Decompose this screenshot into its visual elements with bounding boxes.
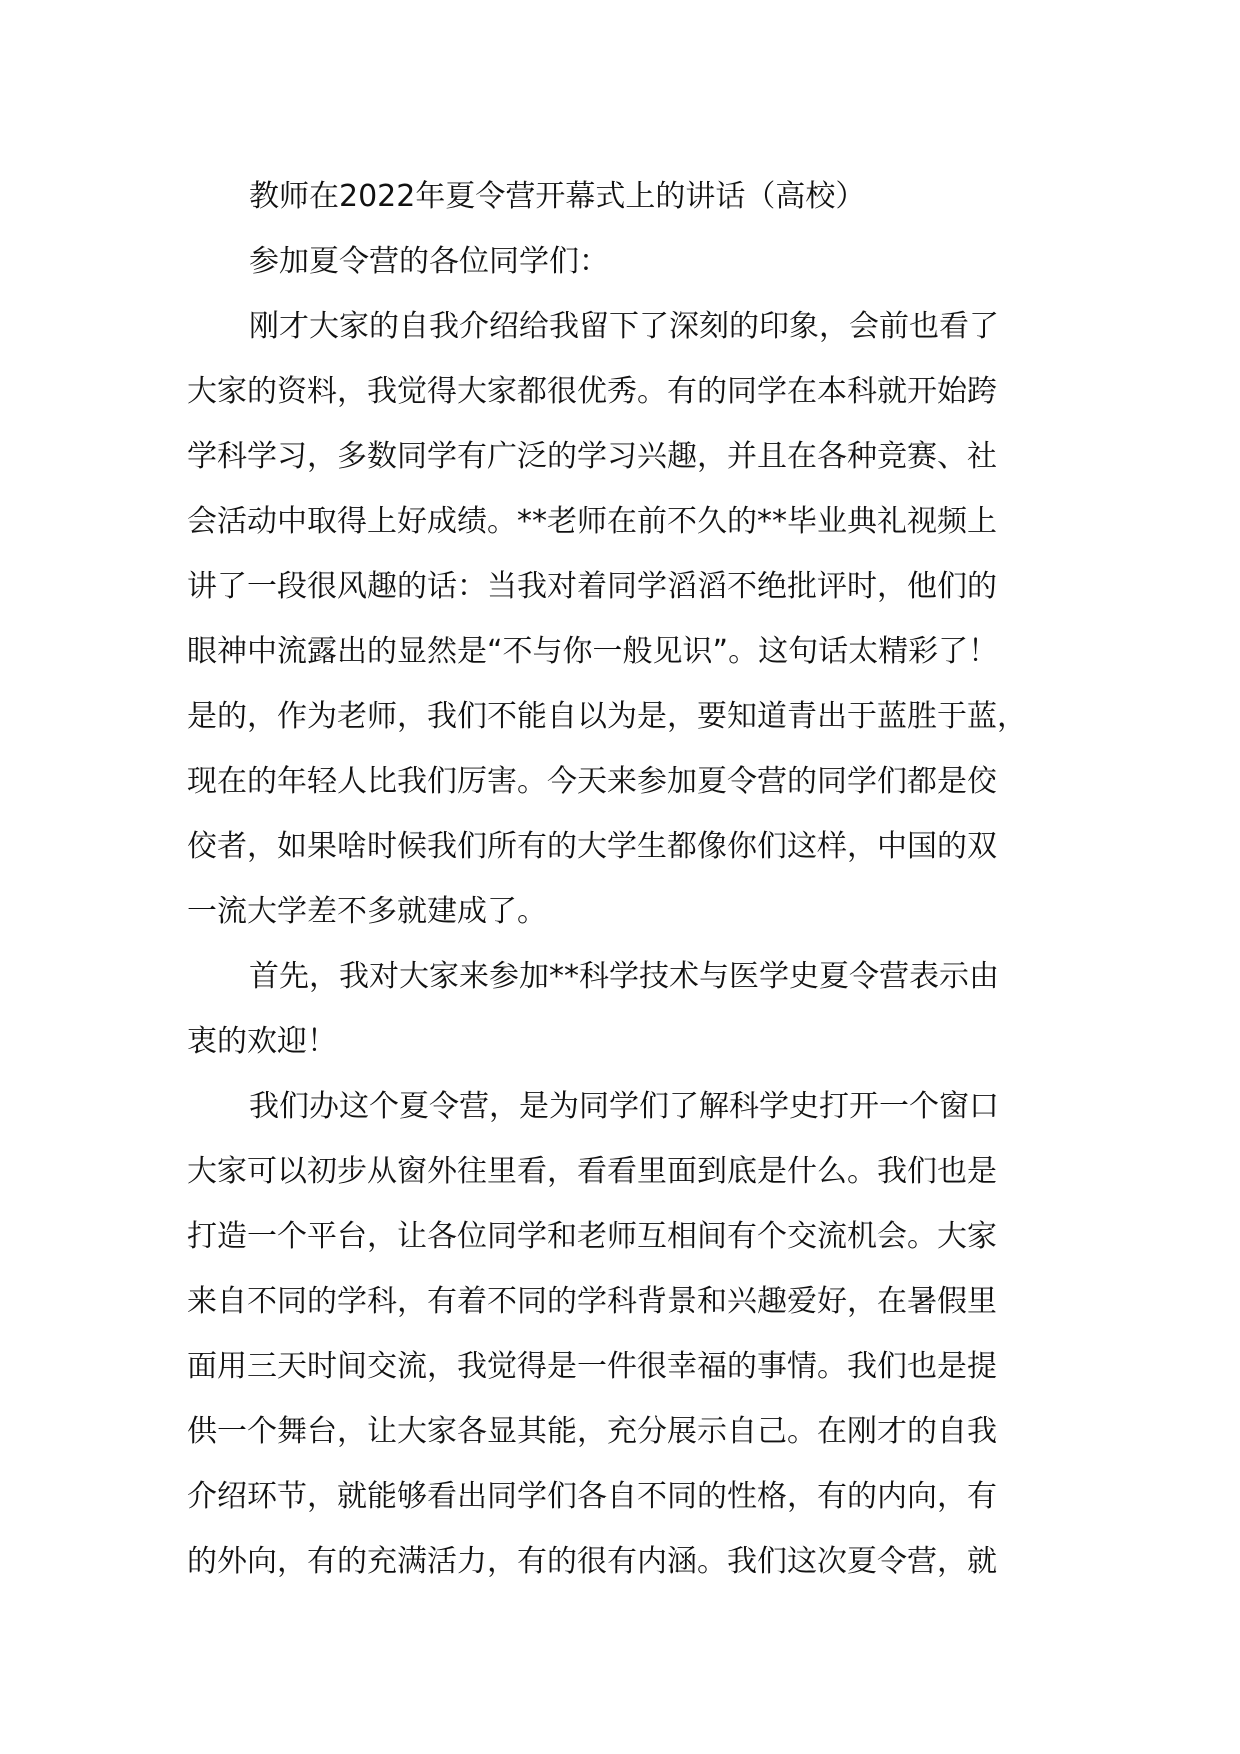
- paragraph-line: 一流大学差不多就建成了。: [187, 894, 547, 929]
- paragraph-line: 刚才大家的自我介绍给我留下了深刻的印象，会前也看了: [249, 309, 999, 344]
- paragraph-line: 佼者，如果啥时候我们所有的大学生都像你们这样，中国的双: [187, 829, 997, 864]
- paragraph-1: [187, 294, 1087, 944]
- paragraph-line: 大家的资料，我觉得大家都很优秀。有的同学在本科就开始跨: [187, 374, 997, 409]
- paragraph-line: 面用三天时间交流，我觉得是一件很幸福的事情。我们也是提: [187, 1349, 997, 1384]
- paragraph-line: 供一个舞台，让大家各显其能，充分展示自己。在刚才的自我: [187, 1414, 997, 1449]
- paragraph-line: 的外向，有的充满活力，有的很有内涵。我们这次夏令营，就: [187, 1544, 997, 1579]
- paragraph-line: 衷的欢迎！: [187, 1024, 337, 1059]
- paragraph-3: [187, 1074, 1087, 1594]
- paragraph-line: 我们办这个夏令营，是为同学们了解科学史打开一个窗口: [249, 1089, 999, 1124]
- paragraph-line: 学科学习，多数同学有广泛的学习兴趣，并且在各种竞赛、社: [187, 439, 997, 474]
- paragraph-line: 介绍环节，就能够看出同学们各自不同的性格，有的内向，有: [187, 1479, 997, 1514]
- paragraph-line: 来自不同的学科，有着不同的学科背景和兴趣爱好，在暑假里: [187, 1284, 997, 1319]
- document-title: 教师在2022年夏令营开幕式上的讲话（高校）: [249, 179, 866, 214]
- paragraph-line: 大家可以初步从窗外往里看，看看里面到底是什么。我们也是: [187, 1154, 997, 1189]
- paragraph-line: 首先，我对大家来参加**科学技术与医学史夏令营表示由: [249, 959, 999, 994]
- document-body: [187, 164, 1087, 1594]
- paragraph-line: 讲了一段很风趣的话：当我对着同学滔滔不绝批评时，他们的: [187, 569, 997, 604]
- paragraph-line: 是的，作为老师，我们不能自以为是，要知道青出于蓝胜于蓝，: [187, 699, 1027, 734]
- greeting: 参加夏令营的各位同学们：: [249, 244, 609, 279]
- paragraph-line: 打造一个平台，让各位同学和老师互相间有个交流机会。大家: [187, 1219, 997, 1254]
- paragraph-line: 眼神中流露出的显然是“不与你一般见识”。这句话太精彩了！: [187, 634, 999, 669]
- paragraph-line: 现在的年轻人比我们厉害。今天来参加夏令营的同学们都是佼: [187, 764, 997, 799]
- paragraph-line: 会活动中取得上好成绩。**老师在前不久的**毕业典礼视频上: [187, 504, 997, 539]
- paragraph-2: [187, 944, 1087, 1074]
